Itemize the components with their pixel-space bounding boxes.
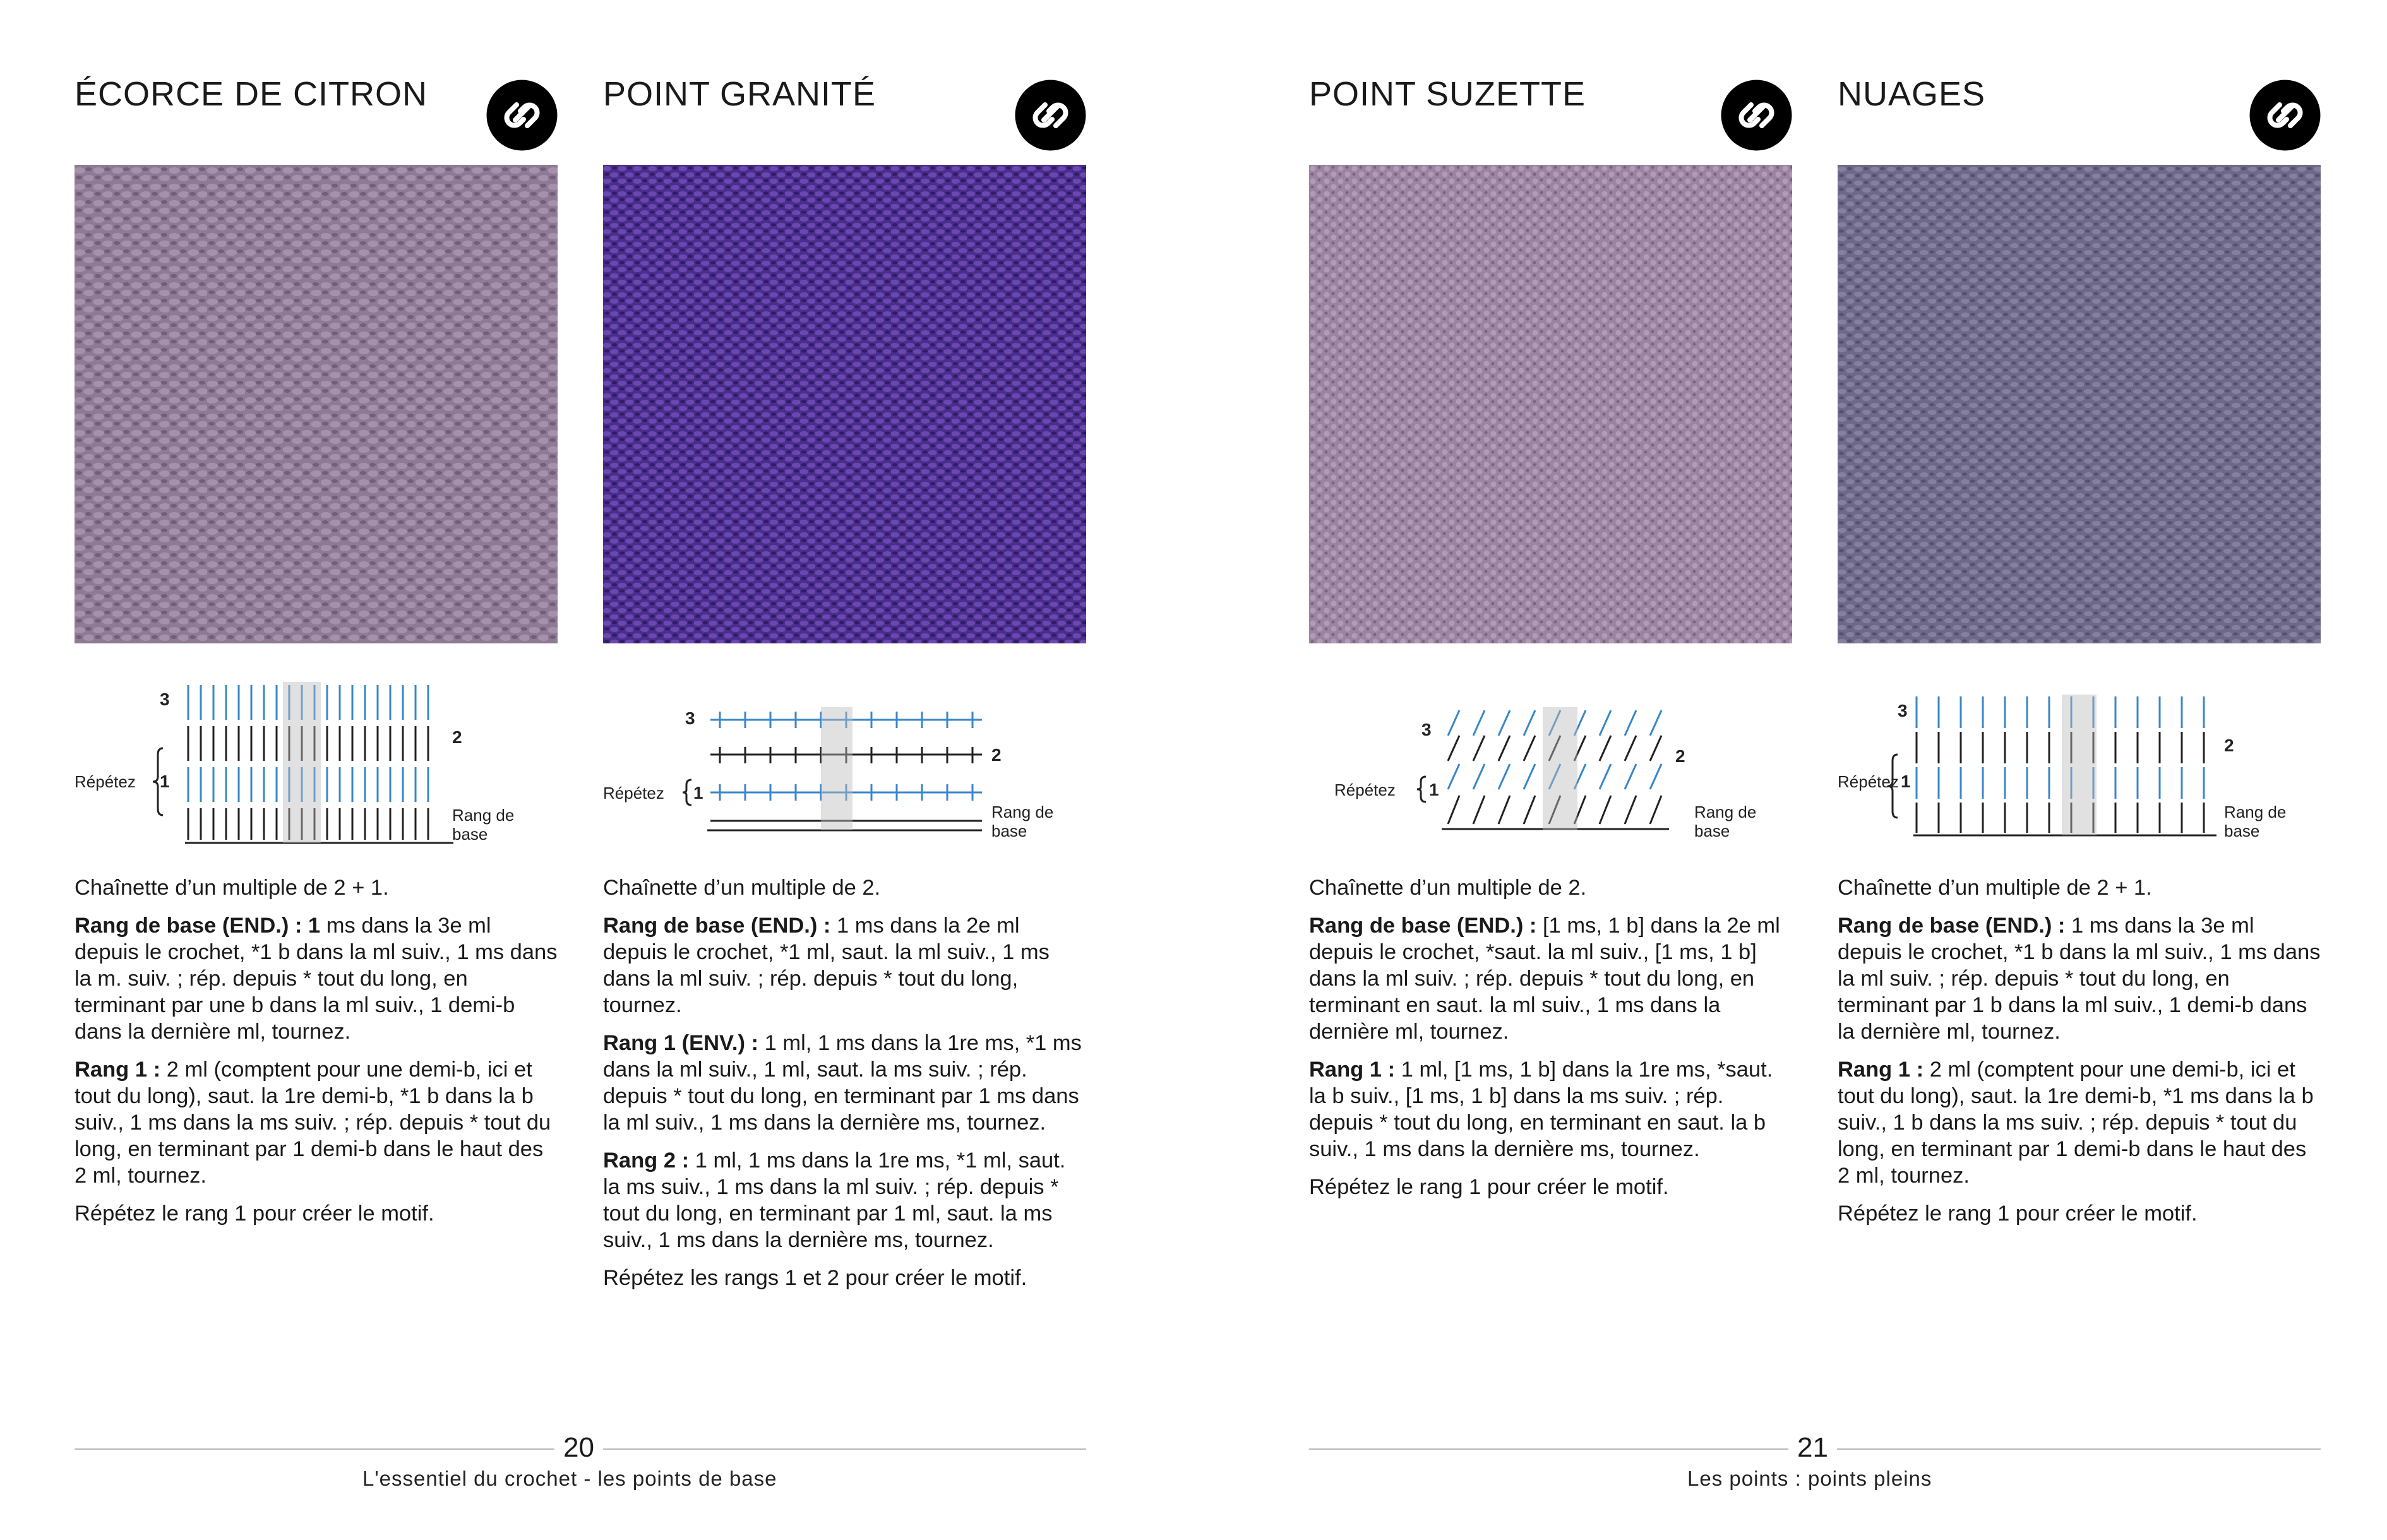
pattern-instructions: [75, 874, 558, 1238]
repeat-line: Répétez le rang 1 pour créer le motif.: [1838, 1202, 2198, 1226]
svg-text:Répétez: Répétez: [75, 772, 136, 791]
row-2: Rang 2 : 1 ml, 1 ms dans la 1re ms, *1 ml, saut. la ms suiv., 1 ms dans la ml suiv. ; rép. depuis * tout du long, en terminant par 1 ml, saut. la ms suiv., 1 ms dans la dernière ms, tournez.: [603, 1149, 1066, 1252]
pattern-title: POINT GRANITÉ: [603, 75, 876, 113]
fabric-swatch: [1838, 165, 2321, 643]
row-base: Rang de base (END.) : 1 ms dans la 3e ml depuis le crochet, *1 b dans la ml suiv., 1 ms dans la m. suiv. ; rép. depuis * tout du long, en terminant par une b dans la ml suiv., 1 demi-b dans la dernière ml, tournez.: [75, 914, 558, 1044]
row-base: Rang de base (END.) : 1 ms dans la 2e ml depuis le crochet, *1 ml, saut. la ml suiv., 1 ms dans la ml suiv. ; rép. depuis * tout du long, tournez.: [603, 914, 1050, 1017]
chain-line: Chaînette d’un multiple de 2 + 1.: [1838, 876, 2152, 900]
svg-text:Rang de: Rang de: [2224, 803, 2287, 821]
chain-line: Chaînette d’un multiple de 2 + 1.: [75, 876, 389, 900]
pattern-title: NUAGES: [1838, 75, 1986, 113]
fabric-swatch: [603, 165, 1086, 643]
stitch-diagram: [1309, 666, 1792, 856]
svg-text:1: 1: [1429, 780, 1439, 799]
repeat-line: Répétez le rang 1 pour créer le motif.: [1309, 1175, 1669, 1199]
svg-text:Répétez: Répétez: [603, 784, 664, 803]
stitch-diagram: [603, 666, 1086, 856]
repeat-line: Répétez les rangs 1 et 2 pour créer le motif.: [603, 1266, 1027, 1290]
pattern-instructions: [603, 874, 1086, 1303]
repeat-line: Répétez le rang 1 pour créer le motif.: [75, 1202, 434, 1226]
page-number-left: 20: [554, 1432, 603, 1464]
pattern-title: ÉCORCE DE CITRON: [75, 75, 428, 113]
svg-text:2: 2: [452, 727, 462, 747]
svg-text:base: base: [452, 825, 488, 844]
link-icon: [1721, 80, 1792, 151]
svg-text:1: 1: [160, 772, 170, 791]
chain-line: Chaînette d’un multiple de 2.: [603, 876, 881, 900]
pattern-instructions: [1838, 874, 2321, 1238]
svg-text:2: 2: [991, 745, 1002, 765]
row-1: Rang 1 (ENV.) : 1 ml, 1 ms dans la 1re ms, *1 ms dans la ml suiv., 1 ml, saut. la ms suiv. ; rép. depuis * tout du long, en terminant par 1 ms dans la ml suiv., 1 ms dans la dernière ms, tournez.: [603, 1031, 1082, 1135]
stitch-diagram: [1838, 666, 2321, 856]
svg-text:3: 3: [1898, 701, 1908, 720]
page-number-right: 21: [1788, 1432, 1837, 1464]
row-1: Rang 1 : 2 ml (comptent pour une demi-b, ici et tout du long), saut. la 1re demi-b, *1 ms dans la b suiv., 1 b dans la ms suiv. ; rép. depuis * tout du long, en terminant par 1 demi-b dans le haut des 2 ml, tournez.: [1838, 1058, 2314, 1188]
row-1: Rang 1 : 1 ml, [1 ms, 1 b] dans la 1re ms, *saut. la b suiv., [1 ms, 1 b] dans la ms suiv. ; rép. depuis * tout du long, en terminant en saut. la b suiv., 1 ms dans la dernière ms, tournez.: [1309, 1058, 1773, 1161]
svg-text:3: 3: [160, 689, 170, 709]
svg-text:3: 3: [685, 708, 695, 728]
svg-text:Rang de: Rang de: [991, 803, 1054, 821]
svg-text:base: base: [991, 821, 1027, 840]
svg-text:Répétez: Répétez: [1334, 780, 1396, 799]
svg-text:Rang de: Rang de: [1694, 803, 1757, 821]
stitch-diagram: [75, 666, 558, 856]
svg-text:Répétez: Répétez: [1838, 772, 1899, 791]
row-base: Rang de base (END.) : 1 ms dans la 3e ml depuis le crochet, *1 b dans la ml suiv., 1 ms dans la ml suiv. ; rép. depuis * tout du long, en terminant par 1 b dans la ml suiv., 1 demi-b dans la dernière ml, tournez.: [1838, 914, 2321, 1044]
row-base: Rang de base (END.) : [1 ms, 1 b] dans la 2e ml depuis le crochet, *saut. la ml suiv., [1 ms, 1 b] dans la ml suiv. ; rép. depuis * tout du long, en terminant en saut. la ml suiv., 1 ms dans la dernière ml, tournez.: [1309, 914, 1780, 1044]
svg-text:base: base: [1694, 821, 1730, 840]
fabric-swatch: [1309, 165, 1792, 643]
row-1: Rang 1 : 2 ml (comptent pour une demi-b, ici et tout du long), saut. la 1re demi-b, *1 b dans la b suiv., 1 ms dans la ms suiv. ; rép. depuis * tout du long, en terminant par 1 demi-b dans le haut des 2 ml, tournez.: [75, 1058, 551, 1188]
pattern-title: POINT SUZETTE: [1309, 75, 1586, 113]
svg-text:1: 1: [1901, 772, 1911, 791]
svg-text:base: base: [2224, 821, 2260, 840]
link-icon: [486, 80, 558, 151]
chain-line: Chaînette d’un multiple de 2.: [1309, 876, 1587, 900]
footer-text-left: L'essentiel du crochet - les points de base: [362, 1467, 777, 1490]
svg-text:Rang de: Rang de: [452, 806, 515, 825]
svg-text:2: 2: [1675, 746, 1685, 766]
pattern-instructions: [1309, 874, 1792, 1212]
svg-text:1: 1: [693, 783, 703, 803]
fabric-swatch: [75, 165, 558, 643]
link-icon: [1015, 80, 1086, 151]
svg-text:3: 3: [1421, 720, 1432, 739]
footer-text-right: Les points : points pleins: [1687, 1467, 1932, 1490]
svg-text:2: 2: [2224, 736, 2234, 755]
link-icon: [2249, 80, 2321, 151]
